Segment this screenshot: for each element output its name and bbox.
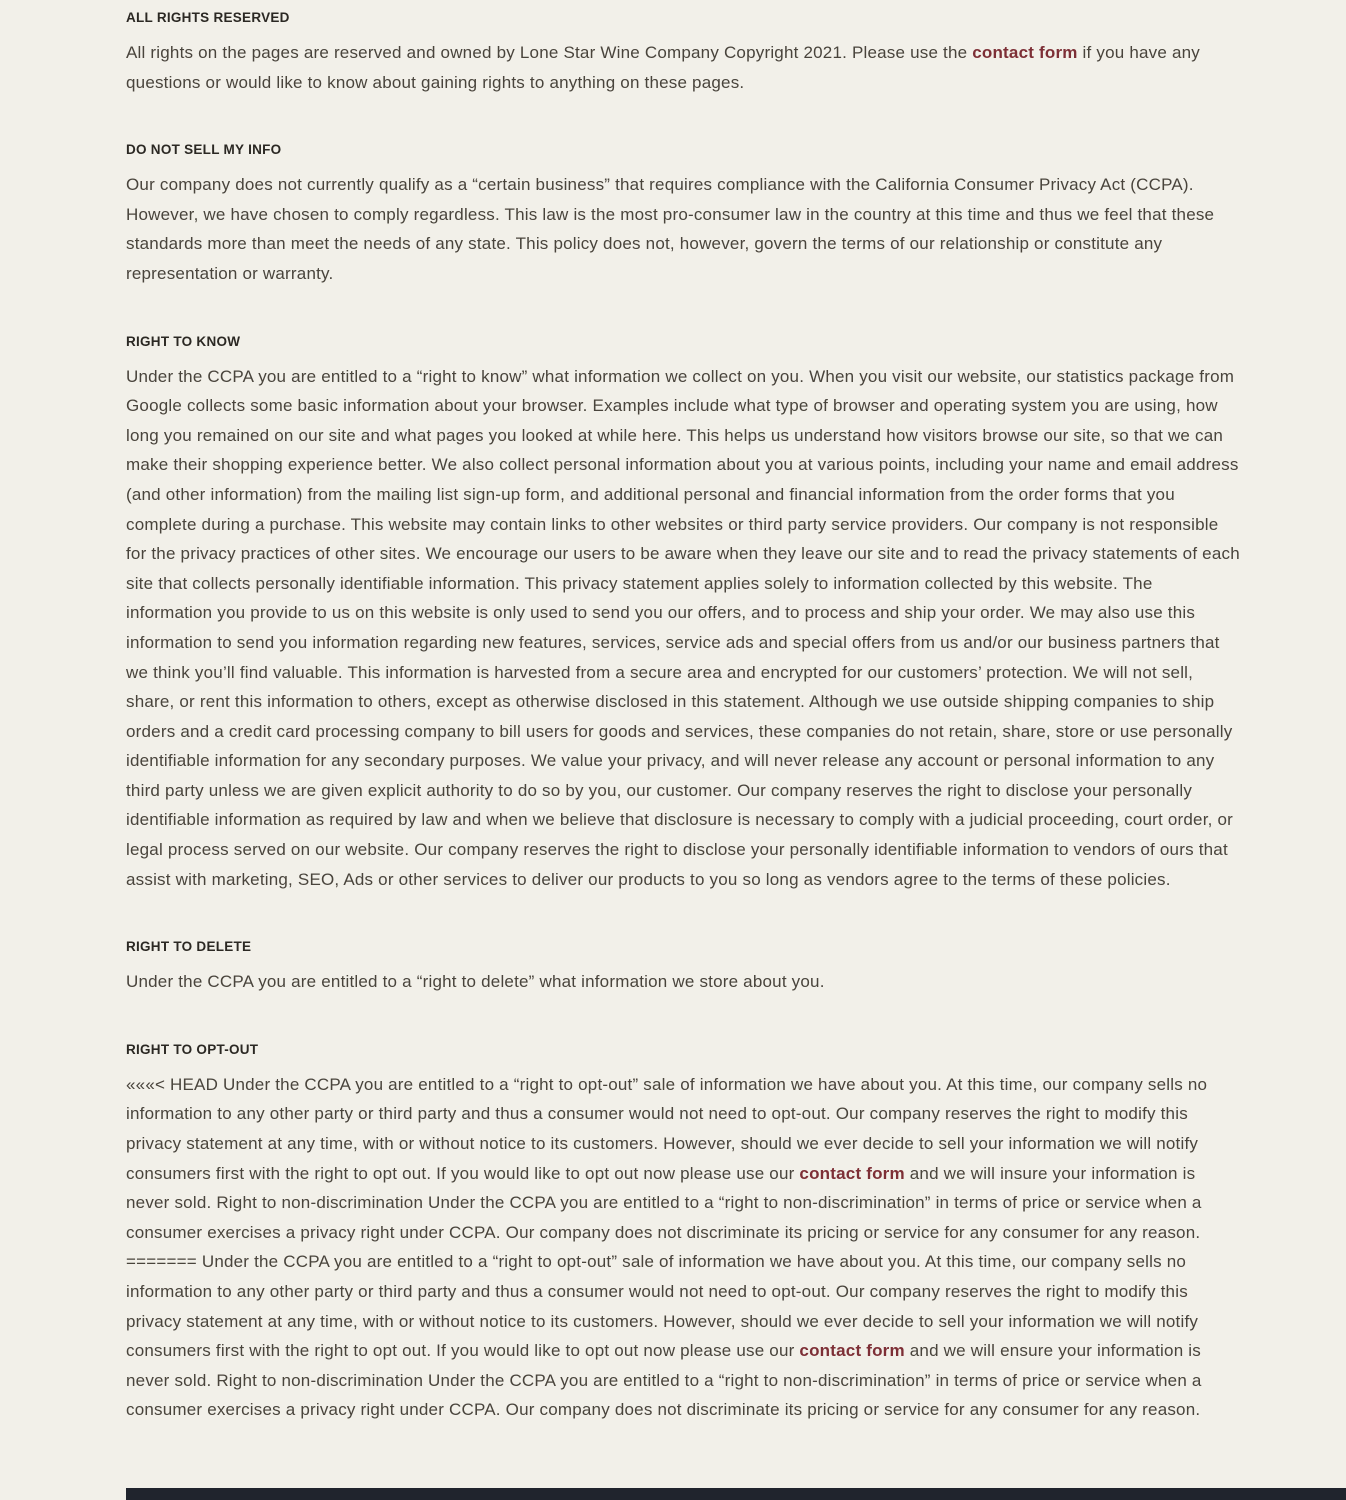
footer-bar	[126, 1488, 1346, 1500]
paragraph-text: All rights on the pages are reserved and owned by Lone Star Wine Company Copyright 2021. Please use the	[126, 43, 973, 62]
section-right-to-delete	[126, 939, 1240, 997]
section-paragraph	[126, 362, 1240, 895]
section-right-to-opt-out	[126, 1042, 1240, 1425]
section-heading-right-to-opt-out: RIGHT TO OPT-OUT	[126, 1041, 259, 1057]
section-paragraph	[126, 1070, 1240, 1425]
paragraph-text: Under the CCPA you are entitled to a “right to delete” what information we store about you.	[126, 972, 825, 992]
paragraph-text: and we will insure your information is never sold. Right to non-discrimination Under the CCPA you are entitled to a “right to non-discrimination” in terms of price or service when a consumer exercises a privacy right under CCPA. Our company does not discriminate its pricing or service for any consumer for any reason. ======= Under the CCPA you are entitled to a “right to opt-out” sale of information we have about you. At this time, our company sells no information to any other party or third party and thus a consumer would not need to opt-out. Our company reserves the right to modify this privacy statement at any time, with or without notice to its customers. However, should we ever decide to sell your information we will notify consumers first with the right to opt out. If you would like to opt out now please use our	[126, 1163, 1202, 1361]
section-heading-right-to-know: RIGHT TO KNOW	[126, 333, 241, 349]
contact-form-link[interactable]: contact form	[799, 1341, 905, 1361]
section-heading-do-not-sell-my-info: DO NOT SELL MY INFO	[126, 142, 282, 158]
section-heading-all-rights-reserved: ALL RIGHTS RESERVED	[126, 10, 290, 25]
section-paragraph	[126, 38, 1240, 97]
section-right-to-know	[126, 334, 1240, 895]
section-all-rights-reserved	[126, 10, 1240, 97]
paragraph-text: Our company does not currently qualify as a “certain business” that requires compliance with the California Consumer Privacy Act (CCPA). However, we have chosen to comply regardless. This law is the most pro-consumer law in the country at this time and thus we feel that these standards more than meet the needs of any state. This policy does not, however, govern the terms of our relationship or constitute any representation or warranty.	[126, 175, 1215, 283]
paragraph-text: Under the CCPA you are entitled to a “right to know” what information we collect on you. When you visit our website, our statistics package from Google collects some basic information about your browser. Examples include what type of browser and operating system you are using, how long you remained on our site and what pages you looked at while here. This helps us understand how visitors browse our site, so that we can make their shopping experience better. We also collect personal information about you at various points, including your name and email address (and other information) from the mailing list sign-up form, and additional personal and financial information from the order forms that you complete during a purchase. This website may contain links to other websites or third party service providers. Our company is not responsible for the privacy practices of other sites. We encourage our users to be aware when they leave our site and to read the privacy statements of each site that collects personally identifiable information. This privacy statement applies solely to information collected by this website. The information you provide to us on this website is only used to send you our offers, and to process and ship your order. We may also use this information to send you information regarding new features, services, service ads and special offers from us and/or our business partners that we think you’ll find valuable. This information is harvested from a secure area and encrypted for our customers’ protection. We will not sell, share, or rent this information to others, except as otherwise disclosed in this statement. Although we use outside shipping companies to ship orders and a credit card processing company to bill users for goods and services, these companies do not retain, share, store or use personally identifiable information for any secondary purposes. We value your privacy, and will never release any account or personal information to any third party unless we are given explicit authority to do so by you, our customer. Our company reserves the right to disclose your personally identifiable information as required by law and when we believe that disclosure is necessary to comply with a judicial proceeding, court order, or legal process served on our website. Our company reserves the right to disclose your personally identifiable information to vendors of ours that assist with marketing, SEO, Ads or other services to deliver our products to you so long as vendors agree to the terms of these policies.	[126, 366, 1240, 889]
paragraph-text: if you have any questions or would like to know about gaining rights to anything on these pages.	[126, 43, 1200, 92]
section-paragraph	[126, 967, 1240, 997]
contact-form-link[interactable]: contact form	[799, 1163, 905, 1183]
contact-form-link[interactable]: contact form	[972, 43, 1078, 62]
section-do-not-sell-my-info	[126, 142, 1240, 288]
paragraph-text: and we will ensure your information is never sold. Right to non-discrimination Under the CCPA you are entitled to a “right to non-discrimination” in terms of price or service when a consumer exercises a privacy right under CCPA. Our company does not discriminate its pricing or service for any consumer for any reason.	[126, 1341, 1202, 1420]
section-heading-right-to-delete: RIGHT TO DELETE	[126, 939, 252, 955]
section-paragraph	[126, 170, 1240, 288]
paragraph-text: «««< HEAD Under the CCPA you are entitled to a “right to opt-out” sale of information we have about you. At this time, our company sells no information to any other party or third party and thus a consumer would not need to opt-out. Our company reserves the right to modify this privacy statement at any time, with or without notice to its customers. However, should we ever decide to sell your information we will notify consumers first with the right to opt out. If you would like to opt out now please use our	[126, 1074, 1208, 1183]
privacy-policy-content	[126, 0, 1240, 1425]
